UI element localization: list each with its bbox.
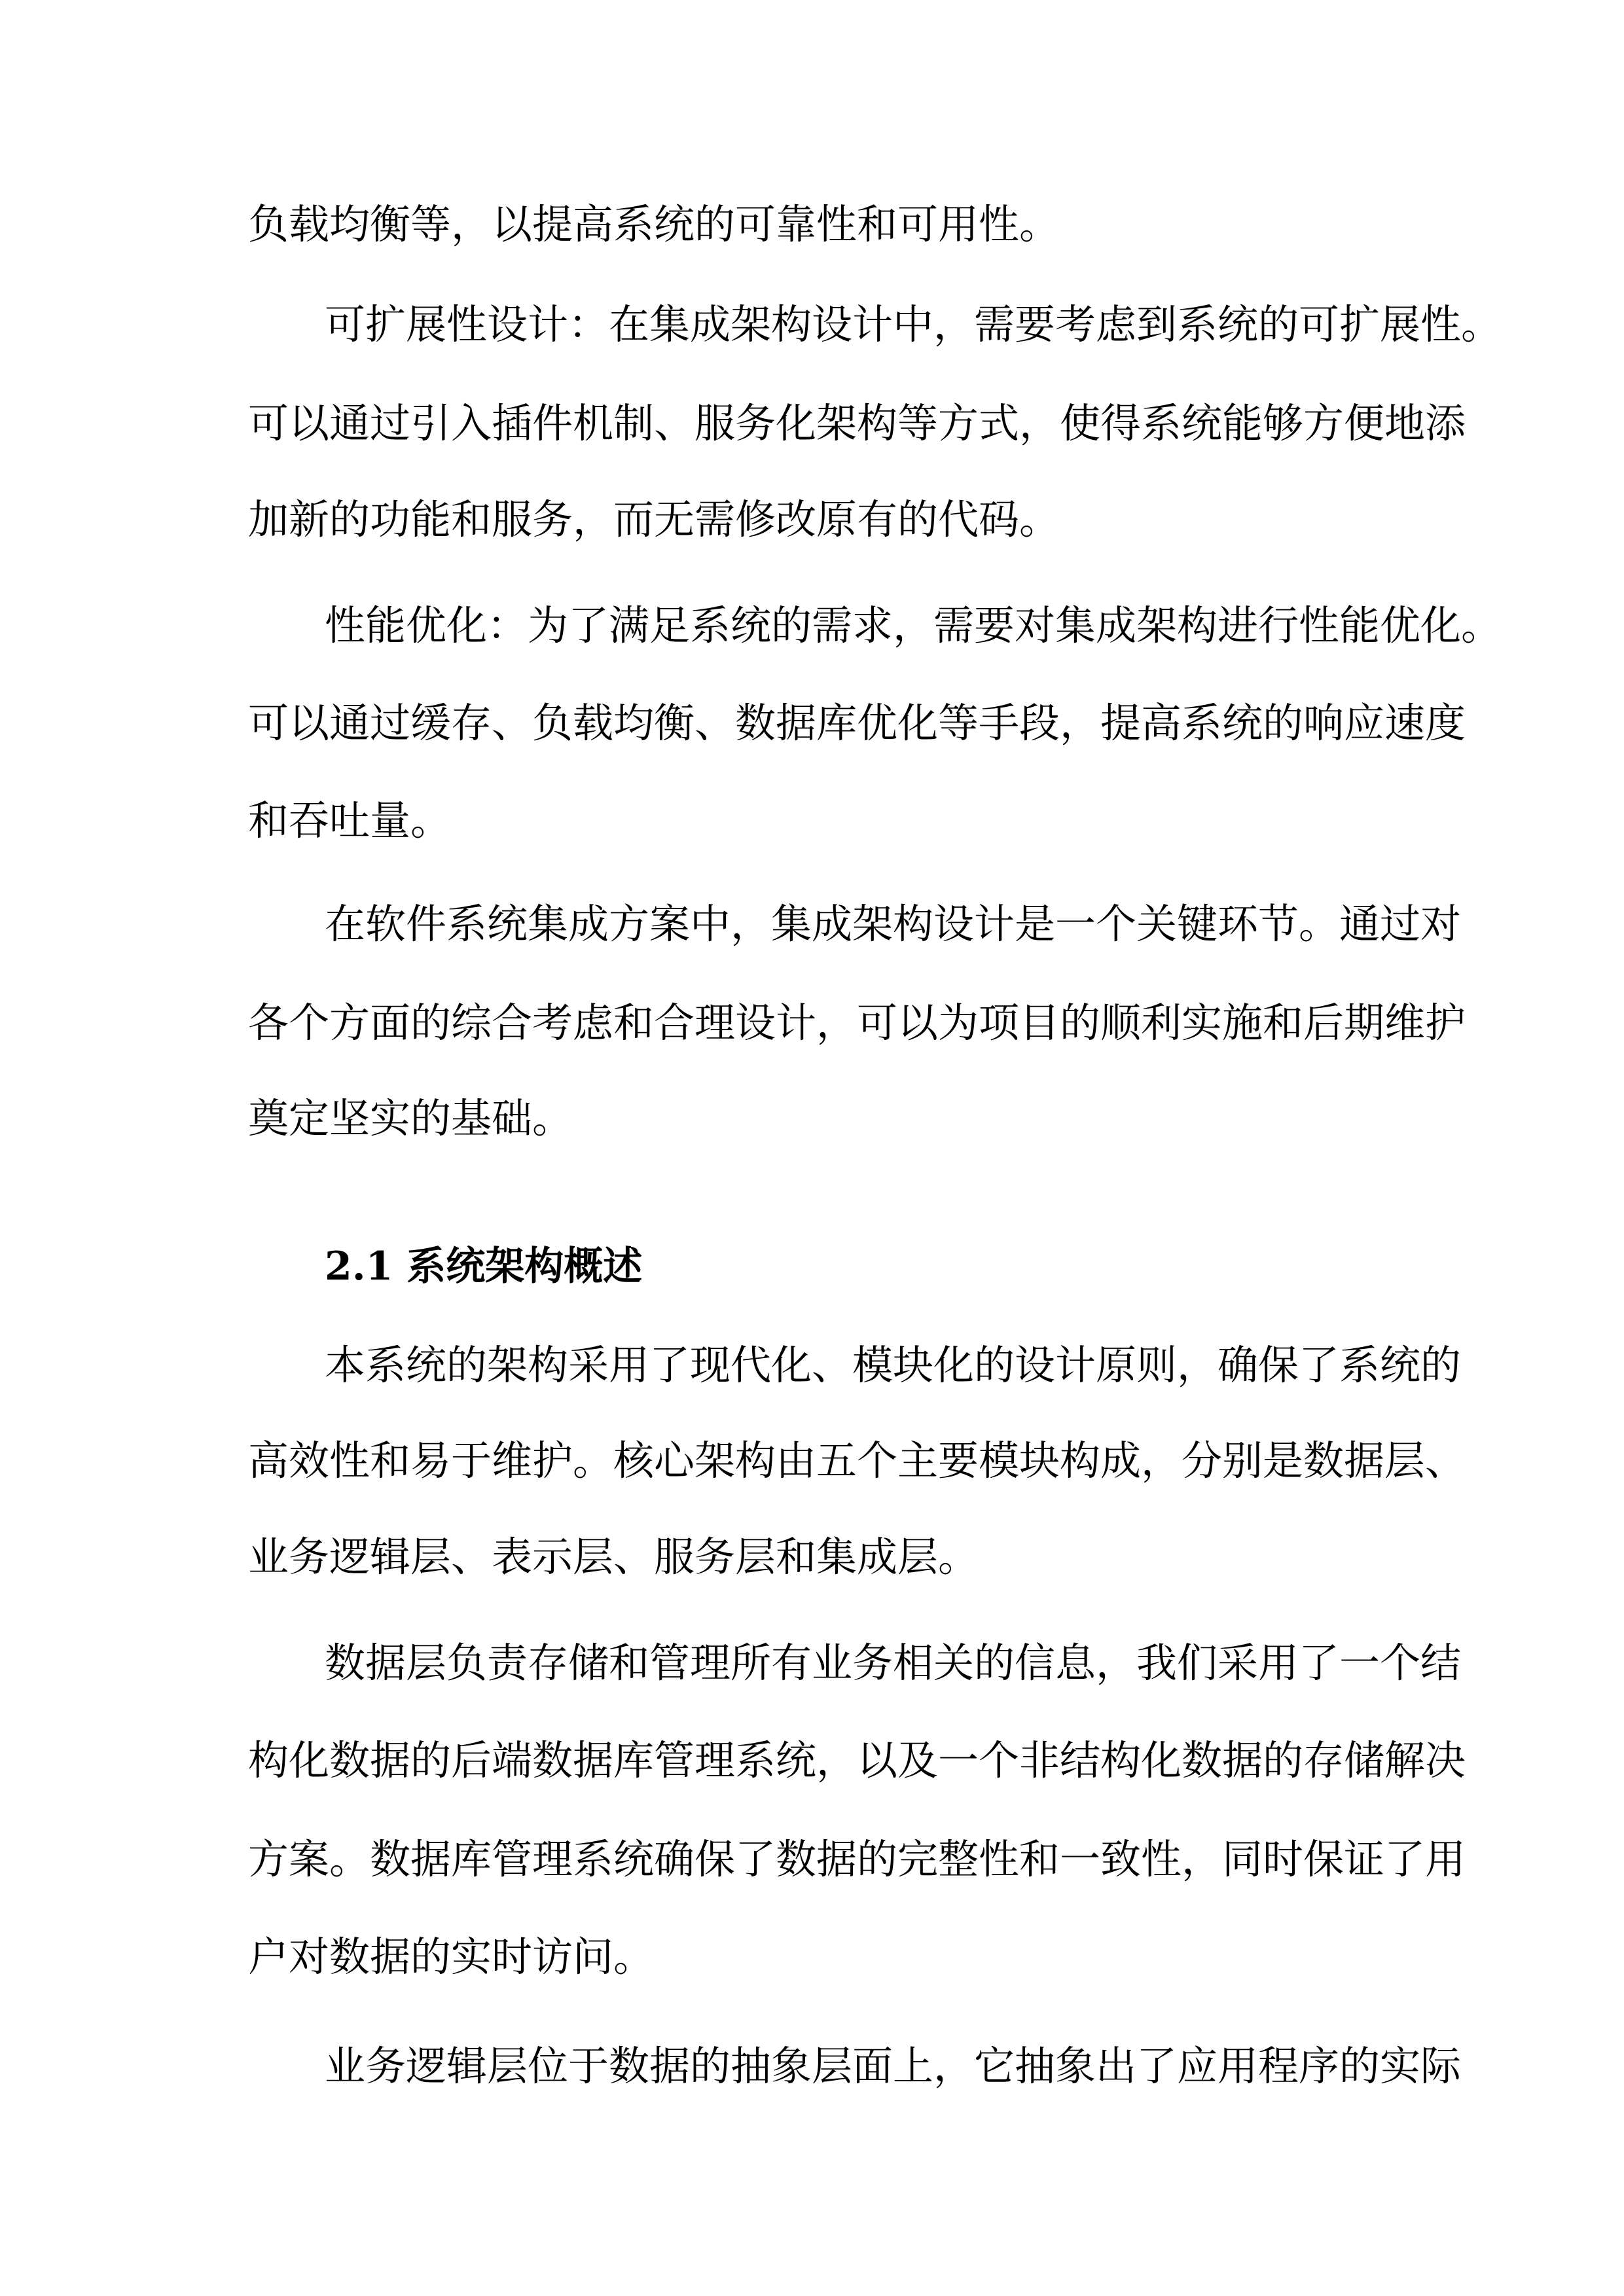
paragraph-line: 可以通过引入插件机制、服务化架构等方式，使得系统能够方便地添 [248,399,1466,447]
paragraph-line: 构化数据的后端数据库管理系统，以及一个非结构化数据的存储解决 [248,1736,1466,1784]
paragraph-line: 加新的功能和服务，而无需修改原有的代码。 [248,495,1060,543]
paragraph-line: 业务逻辑层位于数据的抽象层面上，它抽象出了应用程序的实际 [325,2042,1462,2090]
paragraph-line: 性能优化：为了满足系统的需求，需要对集成架构进行性能优化。 [325,601,1502,649]
paragraph-line: 业务逻辑层、表示层、服务层和集成层。 [248,1533,979,1581]
paragraph-line: 户对数据的实时访问。 [248,1933,655,1981]
paragraph-line: 本系统的架构采用了现代化、模块化的设计原则，确保了系统的 [325,1341,1462,1389]
paragraph-line: 负载均衡等，以提高系统的可靠性和可用性。 [248,200,1060,248]
paragraph-line: 奠定坚实的基础。 [248,1094,573,1142]
paragraph-line: 各个方面的综合考虑和合理设计，可以为项目的顺利实施和后期维护 [248,999,1466,1047]
paragraph-line: 在软件系统集成方案中，集成架构设计是一个关键环节。通过对 [325,900,1462,948]
paragraph-line: 和吞吐量。 [248,797,452,844]
paragraph-line: 可扩展性设计：在集成架构设计中，需要考虑到系统的可扩展性。 [325,300,1502,348]
section-heading: 2.1 系统架构概述 [325,1244,643,1289]
paragraph-line: 数据层负责存储和管理所有业务相关的信息，我们采用了一个结 [325,1639,1462,1687]
paragraph-line: 可以通过缓存、负载均衡、数据库优化等手段，提高系统的响应速度 [248,699,1466,747]
paragraph-line: 方案。数据库管理系统确保了数据的完整性和一致性，同时保证了用 [248,1835,1466,1883]
paragraph-line: 高效性和易于维护。核心架构由五个主要模块构成，分别是数据层、 [248,1437,1466,1484]
